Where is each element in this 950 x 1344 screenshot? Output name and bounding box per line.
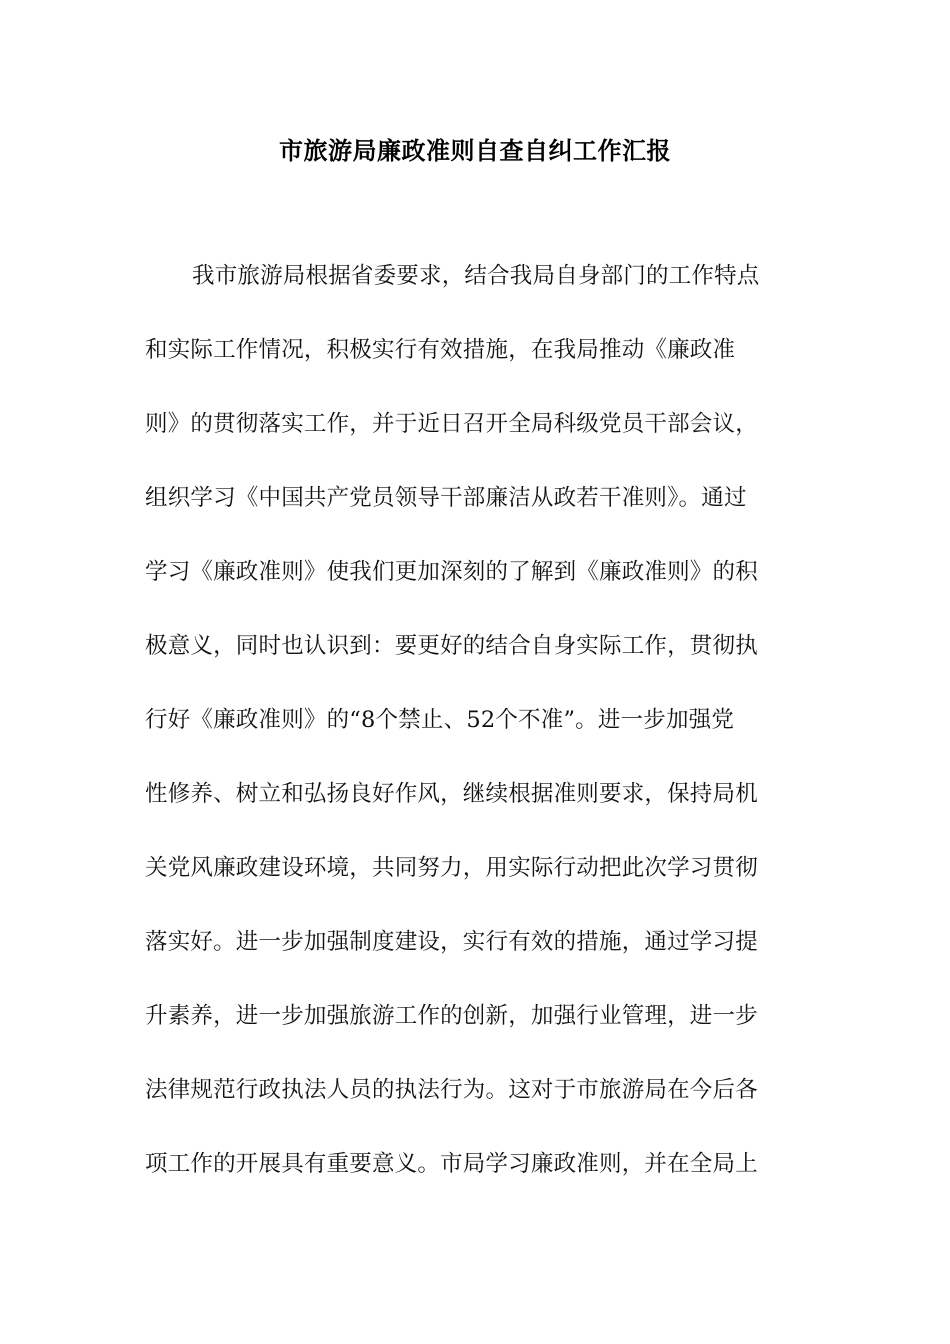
body-line: 性修养、树立和弘扬良好作风，继续根据准则要求，保持局机: [145, 781, 758, 807]
body-line: 落实好。进一步加强制度建设，实行有效的措施，通过学习提: [145, 929, 758, 955]
body-line: 关党风廉政建设环境，共同努力，用实际行动把此次学习贯彻: [145, 855, 758, 881]
document-body: [145, 254, 810, 1216]
body-line: 我市旅游局根据省委要求，结合我局自身部门的工作特点: [192, 263, 760, 289]
body-line: 升素养，进一步加强旅游工作的创新，加强行业管理，进一步: [145, 1003, 758, 1029]
body-line: 法律规范行政执法人员的执法行为。这对于市旅游局在今后各: [145, 1077, 758, 1103]
body-line: 行好《廉政准则》的“8个禁止、52个不准”。进一步加强党: [145, 707, 735, 733]
body-line: 则》的贯彻落实工作，并于近日召开全局科级党员干部会议，: [145, 411, 758, 437]
document-title: 市旅游局廉政准则自查自纠工作汇报: [279, 137, 671, 165]
body-line: 和实际工作情况，积极实行有效措施，在我局推动《廉政准: [145, 337, 736, 363]
body-line: 学习《廉政准则》使我们更加深刻的了解到《廉政准则》的积: [145, 559, 758, 585]
body-line: 组织学习《中国共产党员领导干部廉洁从政若干准则》。通过: [145, 485, 747, 511]
body-line: 项工作的开展具有重要意义。市局学习廉政准则，并在全局上: [145, 1151, 758, 1177]
body-line: 极意义，同时也认识到：要更好的结合自身实际工作，贯彻执: [145, 633, 758, 659]
